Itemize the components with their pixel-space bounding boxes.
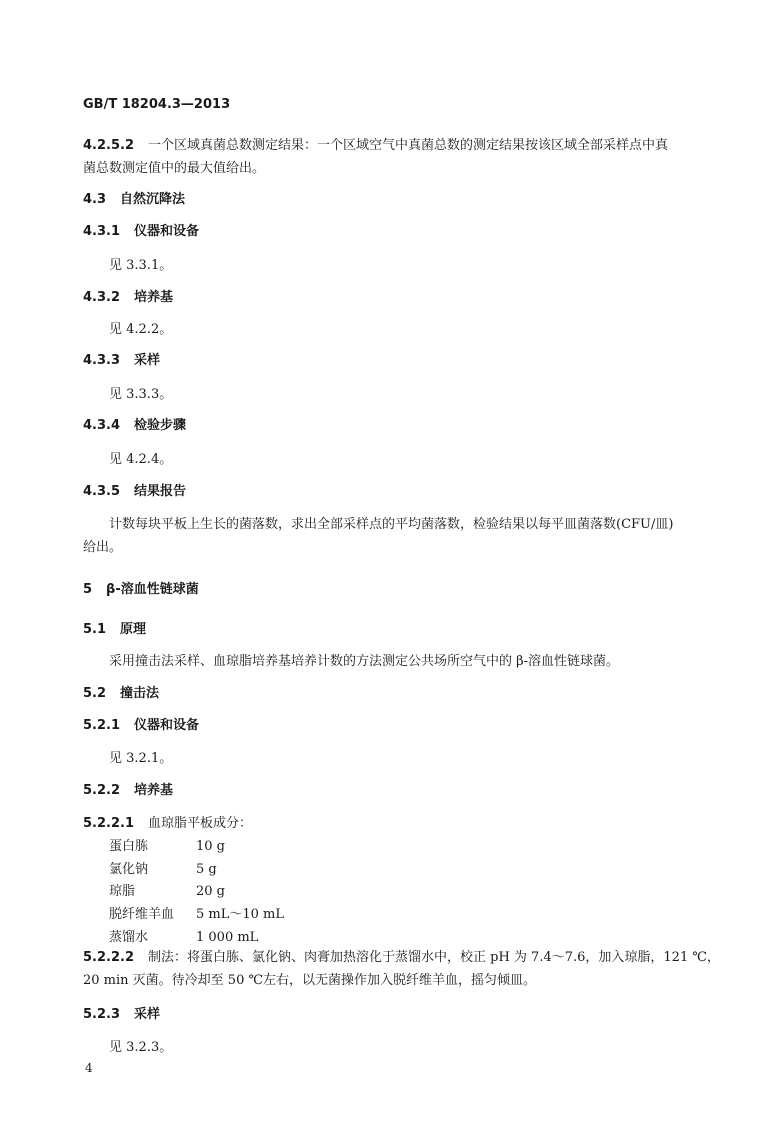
body-5-1: 采用撞击法采样、血琼脂培养基培养计数的方法测定公共场所空气中的 β-溶血性链球菌。 bbox=[109, 654, 620, 669]
heading-title: 培养基 bbox=[134, 290, 174, 305]
ingredient-name: 蒸馏水 bbox=[109, 930, 149, 945]
heading-4-3-2 bbox=[83, 290, 173, 306]
heading-number: 5.2.2 bbox=[83, 783, 121, 798]
heading-4-3-3 bbox=[83, 353, 160, 369]
body-4-3-5: 计数每块平板上生长的菌落数，求出全部采样点的平均菌落数，检验结果以每平皿菌落数(CFU/皿) bbox=[109, 517, 674, 532]
heading-number: 4.3.5 bbox=[83, 484, 121, 499]
ingredient-amount: 10 g bbox=[196, 839, 225, 854]
heading-title: 仪器和设备 bbox=[134, 224, 200, 239]
heading-title: 自然沉降法 bbox=[120, 192, 186, 207]
clause-4-2-5-2-continued: 菌总数测定值中的最大值给出。 bbox=[83, 161, 266, 176]
heading-4-3-4 bbox=[83, 418, 186, 434]
standard-number: GB/T 18204.3—2013 bbox=[83, 97, 231, 112]
heading-number: 4.3.1 bbox=[83, 224, 121, 239]
heading-4-3-1 bbox=[83, 224, 199, 240]
body-5-2-3: 见 3.2.3。 bbox=[109, 1040, 173, 1055]
heading-title: 仪器和设备 bbox=[134, 718, 200, 733]
body-4-3-3: 见 3.3.3。 bbox=[109, 387, 173, 402]
heading-5-1 bbox=[83, 622, 146, 638]
ingredient-name: 琼脂 bbox=[109, 884, 136, 899]
body-4-3-1: 见 3.3.1。 bbox=[109, 258, 173, 273]
clause-5-2-2-2 bbox=[83, 950, 720, 966]
ingredient-name: 氯化钠 bbox=[109, 862, 149, 877]
clause-text: 一个区域真菌总数测定结果：一个区域空气中真菌总数的测定结果按该区域全部采样点中真 bbox=[148, 138, 669, 153]
clause-number: 5.2.2.1 bbox=[83, 816, 134, 831]
heading-5-2-1 bbox=[83, 718, 199, 734]
heading-title: 结果报告 bbox=[134, 484, 187, 499]
heading-title: β-溶血性链球菌 bbox=[106, 582, 199, 597]
body-4-3-4: 见 4.2.4。 bbox=[109, 452, 173, 467]
ingredient-amount: 5 g bbox=[196, 862, 217, 877]
heading-5 bbox=[83, 582, 199, 598]
body-4-3-5-continued: 给出。 bbox=[83, 540, 123, 555]
heading-5-2-3 bbox=[83, 1007, 160, 1023]
clause-4-2-5-2 bbox=[83, 138, 668, 154]
heading-title: 原理 bbox=[120, 622, 147, 637]
body-4-3-2: 见 4.2.2。 bbox=[109, 322, 173, 337]
heading-number: 4.3.2 bbox=[83, 290, 121, 305]
heading-title: 撞击法 bbox=[120, 686, 160, 701]
heading-title: 采样 bbox=[134, 353, 161, 368]
heading-number: 5.1 bbox=[83, 622, 107, 637]
heading-number: 5.2.1 bbox=[83, 718, 121, 733]
heading-number: 4.3.4 bbox=[83, 418, 121, 433]
heading-5-2-2 bbox=[83, 783, 173, 799]
clause-number: 5.2.2.2 bbox=[83, 950, 134, 965]
ingredient-amount: 5 mL～10 mL bbox=[196, 907, 284, 922]
clause-5-2-2-1 bbox=[83, 816, 252, 832]
ingredient-amount: 20 g bbox=[196, 884, 225, 899]
heading-5-2 bbox=[83, 686, 159, 702]
clause-text: 血琼脂平板成分： bbox=[148, 816, 253, 831]
heading-number: 4.3 bbox=[83, 192, 107, 207]
heading-number: 5 bbox=[83, 582, 93, 597]
ingredient-name: 脱纤维羊血 bbox=[109, 907, 175, 922]
heading-4-3-5 bbox=[83, 484, 186, 500]
heading-number: 4.3.3 bbox=[83, 353, 121, 368]
clause-number: 4.2.5.2 bbox=[83, 138, 134, 153]
body-5-2-1: 见 3.2.1。 bbox=[109, 751, 173, 766]
ingredient-name: 蛋白胨 bbox=[109, 839, 149, 854]
clause-text: 制法：将蛋白胨、氯化钠、肉膏加热溶化于蒸馏水中，校正 pH 为 7.4～7.6，加入琼脂，121 ℃， bbox=[148, 950, 720, 965]
ingredient-amount: 1 000 mL bbox=[196, 930, 259, 945]
heading-4-3 bbox=[83, 192, 185, 208]
clause-5-2-2-2-continued: 20 min 灭菌。待冷却至 50 ℃左右，以无菌操作加入脱纤维羊血，摇匀倾皿。 bbox=[83, 973, 537, 988]
heading-number: 5.2 bbox=[83, 686, 107, 701]
heading-number: 5.2.3 bbox=[83, 1007, 121, 1022]
page-number: 4 bbox=[85, 1061, 93, 1075]
heading-title: 培养基 bbox=[134, 783, 174, 798]
heading-title: 采样 bbox=[134, 1007, 161, 1022]
heading-title: 检验步骤 bbox=[134, 418, 187, 433]
